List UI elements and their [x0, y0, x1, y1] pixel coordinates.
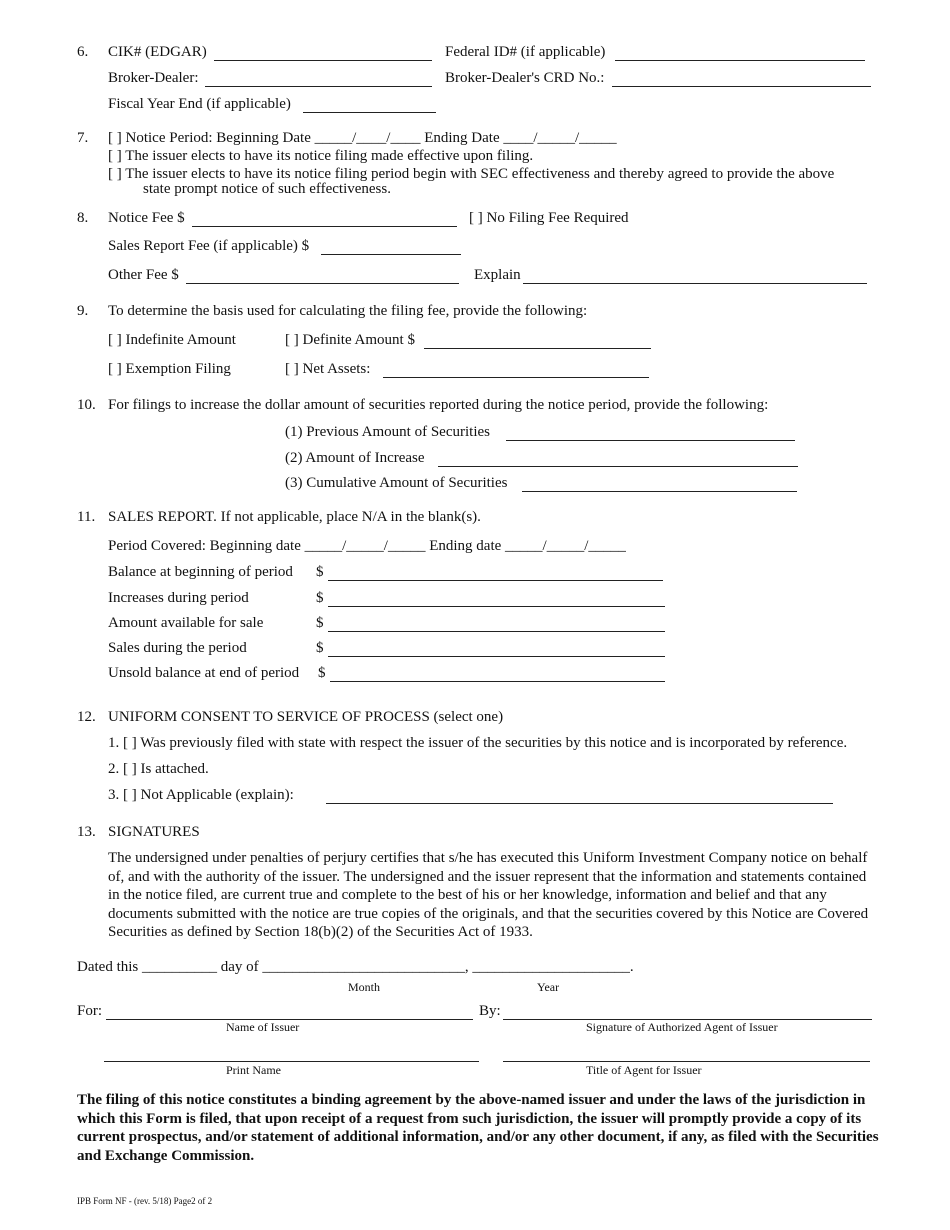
previous-amount-label: (1) Previous Amount of Securities [285, 424, 490, 440]
cumulative-amount-field[interactable] [522, 491, 797, 492]
exemption-filing-checkbox[interactable]: [ ] Exemption Filing [108, 361, 231, 377]
definite-amount-checkbox[interactable]: [ ] Definite Amount $ [285, 332, 415, 348]
cik-label: CIK# (EDGAR) [108, 44, 207, 60]
dollar-sign: $ [316, 590, 324, 606]
section-6-number: 6. [77, 44, 89, 60]
dated-line[interactable]: Dated this __________ day of ___________________________, _____________________. [77, 959, 634, 975]
print-name-field[interactable] [104, 1061, 479, 1062]
section-7-number: 7. [77, 130, 89, 146]
sales-row-field[interactable] [328, 631, 665, 632]
section-12-number: 12. [77, 709, 96, 725]
print-name-caption: Print Name [226, 1063, 281, 1077]
notice-fee-label: Notice Fee $ [108, 210, 185, 226]
month-caption: Month [348, 980, 381, 994]
signature-agent-caption: Signature of Authorized Agent of Issuer [586, 1020, 778, 1034]
broker-dealer-field[interactable] [205, 86, 432, 87]
increase-intro: For filings to increase the dollar amount of securities reported during the notice period, provide the following: [108, 397, 769, 413]
dollar-sign: $ [316, 564, 324, 580]
net-assets-checkbox[interactable]: [ ] Net Assets: [285, 361, 371, 377]
federal-id-field[interactable] [615, 60, 865, 61]
agent-title-caption: Title of Agent for Issuer [586, 1063, 702, 1077]
consent-explain-field[interactable] [326, 803, 833, 804]
section-13-number: 13. [77, 824, 96, 840]
sec-effectiveness-checkbox[interactable]: [ ] The issuer elects to have its notice filing period begin with SEC effectiveness and thereby agreed to provide the above [108, 166, 835, 182]
fiscal-year-end-label: Fiscal Year End (if applicable) [108, 96, 291, 112]
sales-row-field[interactable] [330, 681, 665, 682]
dollar-sign: $ [316, 615, 324, 631]
definite-amount-field[interactable] [424, 348, 651, 349]
net-assets-field[interactable] [383, 377, 649, 378]
sales-row-label: Sales during the period [108, 640, 247, 656]
cik-field[interactable] [214, 60, 432, 61]
consent-option-2[interactable]: 2. [ ] Is attached. [108, 761, 209, 777]
certification-paragraph: The undersigned under penalties of perjury certifies that s/he has executed this Uniform Investment Company notice on behalf of, and with the authority of the issuer. The undersigned and the issuer represent that the information and statements contained in the notice filed, are current true and complete to the best of his or her knowledge, information and belief and that any documents submitted with the notice are true copies of the originals, and that the securities covered by this Notice are Covered Securities as defined by Section 18(b)(2) of the Securities Act of 1933. [108, 850, 869, 940]
other-fee-field[interactable] [186, 283, 459, 284]
sales-row-field[interactable] [328, 580, 663, 581]
notice-fee-field[interactable] [192, 226, 457, 227]
broker-dealer-crd-field[interactable] [612, 86, 871, 87]
section-10-number: 10. [77, 397, 96, 413]
sales-row-label: Unsold balance at end of period [108, 665, 300, 681]
form-footer: IPB Form NF - (rev. 5/18) Page2 of 2 [77, 1196, 213, 1206]
explain-field[interactable] [523, 283, 867, 284]
explain-label: Explain [474, 267, 521, 283]
sales-row-label: Amount available for sale [108, 615, 264, 631]
name-of-issuer-caption: Name of Issuer [226, 1020, 300, 1034]
indefinite-amount-checkbox[interactable]: [ ] Indefinite Amount [108, 332, 236, 348]
sales-row-field[interactable] [328, 606, 665, 607]
section-11-number: 11. [77, 509, 96, 525]
other-fee-label: Other Fee $ [108, 267, 179, 283]
sales-report-title: SALES REPORT. If not applicable, place N/A in the blank(s). [108, 509, 481, 525]
amount-increase-field[interactable] [438, 466, 798, 467]
notice-period-checkbox[interactable]: [ ] Notice Period: Beginning Date _____/____/____ Ending Date ____/_____/_____ [108, 130, 617, 146]
agent-title-field[interactable] [503, 1061, 870, 1062]
signatures-title: SIGNATURES [108, 824, 200, 840]
dollar-sign: $ [318, 665, 326, 681]
consent-option-1[interactable]: 1. [ ] Was previously filed with state with respect the issuer of the securities by this notice and is incorporated by reference. [108, 735, 848, 751]
fee-basis-intro: To determine the basis used for calculating the filing fee, provide the following: [108, 303, 588, 319]
period-covered[interactable]: Period Covered: Beginning date _____/_____/_____ Ending date _____/_____/_____ [108, 538, 626, 554]
binding-agreement-text: The filing of this notice constitutes a binding agreement by the above-named issuer and under the laws of the jurisdiction in which this Form is filed, that upon receipt of a request from such jurisdiction, the issuer will promptly provide a copy of its current prospectus, and/or statement of additional information, and/or any other document, if any, as filed with the Securities and Exchange Commission. [77, 1092, 879, 1164]
broker-dealer-label: Broker-Dealer: [108, 70, 199, 86]
by-label: By: [479, 1003, 501, 1019]
previous-amount-field[interactable] [506, 440, 795, 441]
cumulative-amount-label: (3) Cumulative Amount of Securities [285, 475, 508, 491]
fiscal-year-end-field[interactable] [303, 112, 436, 113]
sec-effectiveness-continued: state prompt notice of such effectiveness. [143, 181, 391, 197]
sales-report-fee-field[interactable] [321, 254, 461, 255]
broker-dealer-crd-label: Broker-Dealer's CRD No.: [445, 70, 605, 86]
consent-title: UNIFORM CONSENT TO SERVICE OF PROCESS (select one) [108, 709, 504, 725]
section-8-number: 8. [77, 210, 89, 226]
section-9-number: 9. [77, 303, 89, 319]
sales-row-label: Increases during period [108, 590, 249, 606]
no-filing-fee-checkbox[interactable]: [ ] No Filing Fee Required [469, 210, 629, 226]
effective-upon-filing-checkbox[interactable]: [ ] The issuer elects to have its notice filing made effective upon filing. [108, 148, 534, 164]
dollar-sign: $ [316, 640, 324, 656]
for-label: For: [77, 1003, 103, 1019]
consent-option-3[interactable]: 3. [ ] Not Applicable (explain): [108, 787, 294, 803]
sales-row-label: Balance at beginning of period [108, 564, 293, 580]
sales-report-fee-label: Sales Report Fee (if applicable) $ [108, 238, 310, 254]
sales-row-field[interactable] [328, 656, 665, 657]
amount-increase-label: (2) Amount of Increase [285, 450, 425, 466]
year-caption: Year [537, 980, 560, 994]
federal-id-label: Federal ID# (if applicable) [445, 44, 606, 60]
